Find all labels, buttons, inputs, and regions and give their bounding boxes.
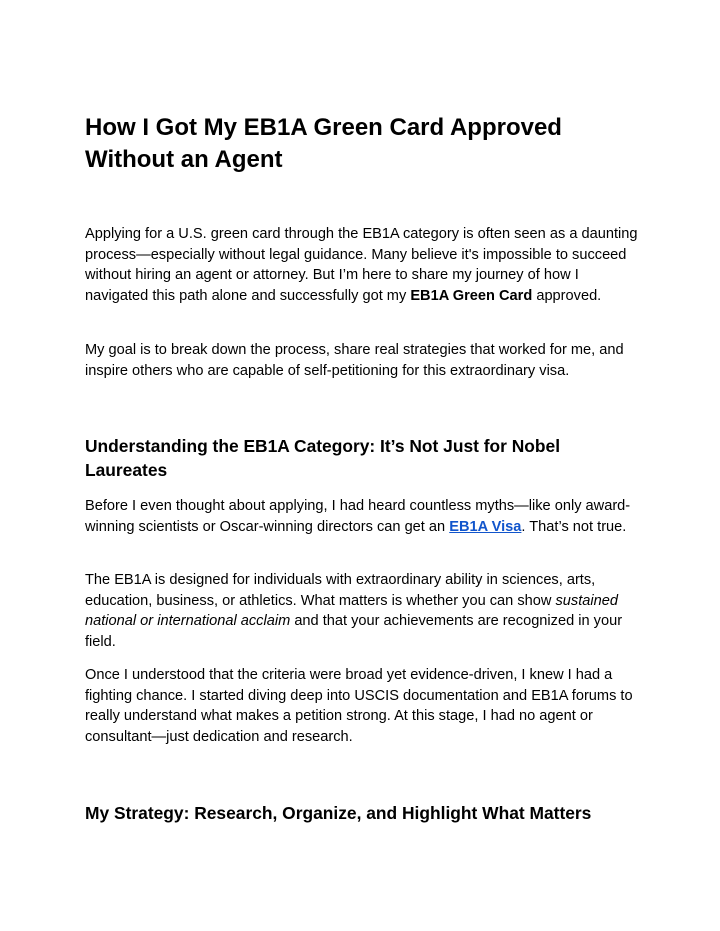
acclaim-italic: sustained national or international acclaim	[85, 592, 618, 629]
eb1a-visa-link[interactable]: EB1A Visa	[449, 518, 522, 535]
intro-paragraph-1-text: Applying for a U.S. green card through the EB1A category is often seen as a daunting process—especially without legal guidance. Many believe it's impossible to succeed without hiring an agent or attorney. But I’m here to share my journey of how I navigated this path alone and successfully got my	[85, 226, 638, 304]
intro-paragraph-1	[85, 224, 640, 306]
section1-paragraph-2-end: and that your achievements are recognized in your field.	[85, 613, 623, 650]
section1-paragraph-2-text: The EB1A is designed for individuals with extraordinary ability in sciences, arts, education, business, or athletics. What matters is whether you can show	[85, 572, 596, 609]
section1-paragraph-1	[85, 496, 640, 537]
section1-paragraph-1-text: Before I even thought about applying, I had heard countless myths—like only award-winning scientists or Oscar-winning directors can get an	[85, 498, 631, 535]
section-heading-eb1a-category: Understanding the EB1A Category: It’s Not Just for Nobel Laureates	[85, 436, 561, 480]
section1-paragraph-3: Once I understood that the criteria were broad yet evidence-driven, I knew I had a fighting chance. I started diving deep into USCIS documentation and EB1A forums to really understand what makes a petition strong. At this stage, I had no agent or consultant—just dedication and research.	[85, 667, 633, 745]
section-heading-my-strategy: My Strategy: Research, Organize, and Highlight What Matters	[85, 803, 592, 823]
document-title: How I Got My EB1A Green Card Approved Without an Agent	[85, 114, 562, 173]
intro-paragraph-2: My goal is to break down the process, share real strategies that worked for me, and inspire others who are capable of self-petitioning for this extraordinary visa.	[85, 342, 624, 379]
section1-paragraph-2	[85, 570, 640, 652]
intro-paragraph-1-end: approved.	[536, 287, 602, 304]
eb1a-green-card-bold: EB1A Green Card	[410, 287, 533, 304]
section1-paragraph-1-end: . That’s not true.	[521, 518, 627, 535]
